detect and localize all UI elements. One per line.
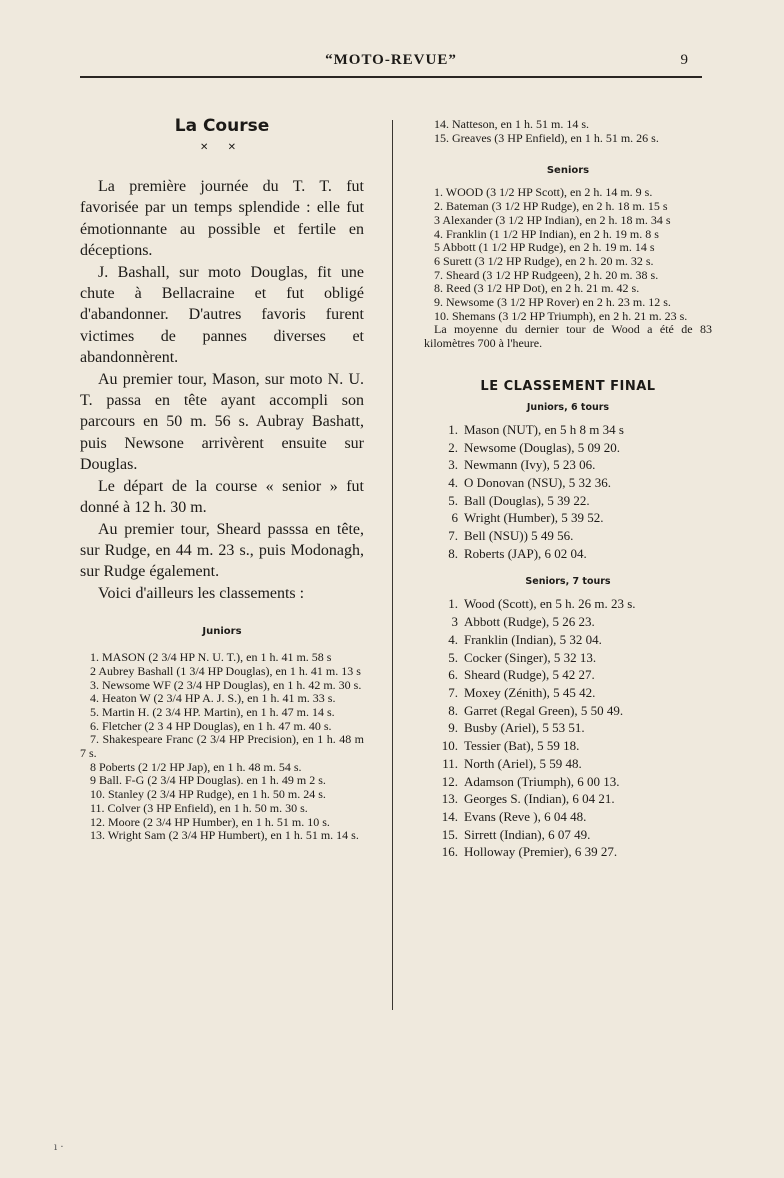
standings-row xyxy=(424,595,712,613)
article-paragraph: Au premier tour, Mason, sur moto N. U. T. passa en tête ayant accompli son parcours en 50 m. 56 s. Aubray Bashatt, puis Newsone arrivèrent ensuite sur Douglas. xyxy=(80,370,364,474)
rank-entry-text: O Donovan (NSU), 5 32 36. xyxy=(464,474,611,490)
rank-number: 14. xyxy=(441,808,458,824)
result-entry: 11. Colver (3 HP Enfield), en 1 h. 50 m. 30 s. xyxy=(90,800,308,815)
rank-entry-text: Garret (Regal Green), 5 50 49. xyxy=(464,702,624,718)
result-entry: 8. Reed (3 1/2 HP Dot), en 2 h. 21 m. 42 s. xyxy=(434,281,640,296)
result-entry: 1. WOOD (3 1/2 HP Scott), en 2 h. 14 m. 9 s. xyxy=(434,185,653,200)
standings-row xyxy=(424,843,712,861)
rank-number: 13. xyxy=(441,791,458,807)
article-paragraph: La première journée du T. T. fut favorisée par un temps splendide : elle fut émotionnante au possible et fertile en déceptions. xyxy=(80,178,364,260)
result-entry: 3 Alexander (3 1/2 HP Indian), en 2 h. 18 m. 34 s xyxy=(434,212,671,227)
rank-number: 16. xyxy=(441,844,458,860)
rank-number: 8. xyxy=(448,702,458,718)
margin-mark: ı · xyxy=(54,1142,64,1153)
final-standings-title: LE CLASSEMENT FINAL xyxy=(480,378,656,394)
result-entry: 9. Newsome (3 1/2 HP Rover) en 2 h. 23 m. 12 s. xyxy=(434,295,671,310)
seniors-standings-heading: Seniors, 7 tours xyxy=(525,576,611,588)
result-entry: 6. Fletcher (2 3 4 HP Douglas), en 1 h. 47 m. 40 s. xyxy=(90,718,332,733)
juniors-results-heading: Juniors xyxy=(202,626,242,638)
standings-row xyxy=(424,474,712,492)
rank-entry-text: Mason (NUT), en 5 h 8 m 34 s xyxy=(464,421,624,437)
juniors-results-continued xyxy=(424,118,712,145)
rank-number: 12. xyxy=(441,773,458,789)
left-column xyxy=(80,116,364,843)
result-entry: 15. Greaves (3 HP Enfield), en 1 h. 51 m. 26 s. xyxy=(434,130,659,145)
rank-number: 6 xyxy=(451,510,458,526)
standings-row xyxy=(424,631,712,649)
rank-number: 11. xyxy=(442,755,458,771)
rank-entry-text: Franklin (Indian), 5 32 04. xyxy=(464,631,602,647)
standings-row xyxy=(424,545,712,563)
rank-number: 3. xyxy=(448,457,458,473)
juniors-standings-list xyxy=(424,421,712,563)
column-divider xyxy=(392,120,393,1010)
rank-entry-text: Ball (Douglas), 5 39 22. xyxy=(464,492,590,508)
rank-number: 1. xyxy=(448,596,458,612)
result-entry: 9 Ball. F-G (2 3/4 HP Douglas). en 1 h. 49 m 2 s. xyxy=(90,773,326,788)
rank-entry-text: Moxey (Zénith), 5 45 42. xyxy=(464,684,596,700)
rank-entry-text: Newmann (Ivy), 5 23 06. xyxy=(464,457,596,473)
standings-row xyxy=(424,492,712,510)
title-ornament: ✕ ✕ xyxy=(200,142,244,153)
rank-number: 8. xyxy=(448,545,458,561)
rank-entry-text: Tessier (Bat), 5 59 18. xyxy=(464,738,580,754)
rank-entry-text: Evans (Reve ), 6 04 48. xyxy=(464,808,587,824)
standings-row xyxy=(424,808,712,826)
article-paragraph: Au premier tour, Sheard passsa en tête, sur Rudge, en 44 m. 23 s., puis Modonagh, sur Rudge également. xyxy=(80,520,364,581)
rank-number: 7. xyxy=(448,684,458,700)
rank-number: 2. xyxy=(448,439,458,455)
rank-number: 5. xyxy=(448,492,458,508)
rank-entry-text: Roberts (JAP), 6 02 04. xyxy=(464,545,587,561)
standings-row xyxy=(424,702,712,720)
article-paragraph: J. Bashall, sur moto Douglas, fit une chute à Bellacraine et fut obligé d'abandonner. D'autres favoris furent victimes de pannes diverses et abandonnèrent. xyxy=(80,263,364,367)
rank-number: 15. xyxy=(441,826,458,842)
average-speed-note: La moyenne du dernier tour de Wood a été de 83 kilomètres 700 à l'heure. xyxy=(424,322,712,351)
rank-number: 4. xyxy=(448,474,458,490)
page-number: 9 xyxy=(680,52,688,68)
standings-row xyxy=(424,790,712,808)
rank-number: 5. xyxy=(448,649,458,665)
rank-entry-text: North (Ariel), 5 59 48. xyxy=(464,755,582,771)
rank-entry-text: Cocker (Singer), 5 32 13. xyxy=(464,649,597,665)
rank-entry-text: Georges S. (Indian), 6 04 21. xyxy=(464,791,615,807)
result-entry: 10. Shemans (3 1/2 HP Triumph), en 2 h. 21 m. 23 s. xyxy=(434,308,688,323)
result-entry: 10. Stanley (2 3/4 HP Rudge), en 1 h. 50 m. 24 s. xyxy=(90,787,326,802)
standings-row xyxy=(424,527,712,545)
standings-row xyxy=(424,421,712,439)
standings-row xyxy=(424,737,712,755)
rank-entry-text: Adamson (Triumph), 6 00 13. xyxy=(464,773,620,789)
rank-entry-text: Abbott (Rudge), 5 26 23. xyxy=(464,614,595,630)
result-entry: 14. Natteson, en 1 h. 51 m. 14 s. xyxy=(434,117,589,131)
rank-entry-text: Wright (Humber), 5 39 52. xyxy=(464,510,604,526)
standings-row xyxy=(424,773,712,791)
standings-row xyxy=(424,666,712,684)
article-paragraph: Le départ de la course « senior » fut donné à 12 h. 30 m. xyxy=(80,477,364,517)
page-header xyxy=(80,52,702,78)
result-entry: 7. Sheard (3 1/2 HP Rudgeen), 2 h. 20 m. 38 s. xyxy=(434,267,659,282)
rank-entry-text: Sheard (Rudge), 5 42 27. xyxy=(464,667,595,683)
result-entry: 13. Wright Sam (2 3/4 HP Humbert), en 1 h. 51 m. 14 s. xyxy=(90,828,359,843)
standings-row xyxy=(424,684,712,702)
article-paragraph: Voici d'ailleurs les classements : xyxy=(98,584,305,602)
standings-row xyxy=(424,509,712,527)
rank-entry-text: Holloway (Premier), 6 39 27. xyxy=(464,844,618,860)
rank-number: 10. xyxy=(441,738,458,754)
result-entry: 7. Shakespeare Franc (2 3/4 HP Precision), en 1 h. 48 m 7 s. xyxy=(80,732,364,761)
rank-number: 3 xyxy=(451,614,458,630)
result-entry: 3. Newsome WF (2 3/4 HP Douglas), en 1 h. 42 m. 30 s. xyxy=(90,677,362,692)
juniors-standings-heading: Juniors, 6 tours xyxy=(526,401,610,413)
result-entry: 1. MASON (2 3/4 HP N. U. T.), en 1 h. 41 m. 58 s xyxy=(90,650,332,665)
rank-number: 4. xyxy=(448,631,458,647)
rank-entry-text: Bell (NSU)) 5 49 56. xyxy=(464,528,574,544)
seniors-results-heading: Seniors xyxy=(546,165,590,177)
right-column xyxy=(424,118,712,861)
seniors-results-list xyxy=(424,186,712,350)
rank-number: 9. xyxy=(448,720,458,736)
result-entry: 5 Abbott (1 1/2 HP Rudge), en 2 h. 19 m. 14 s xyxy=(434,240,655,255)
result-entry: 5. Martin H. (2 3/4 HP. Martin), en 1 h. 47 m. 14 s. xyxy=(90,704,335,719)
result-entry: 6 Surett (3 1/2 HP Rudge), en 2 h. 20 m. 32 s. xyxy=(434,253,654,268)
seniors-standings-list xyxy=(424,595,712,861)
article-body xyxy=(80,176,364,604)
rank-entry-text: Sirrett (Indian), 6 07 49. xyxy=(464,826,591,842)
result-entry: 4. Franklin (1 1/2 HP Indian), en 2 h. 19 m. 8 s xyxy=(434,226,659,241)
standings-row xyxy=(424,439,712,457)
rank-entry-text: Newsome (Douglas), 5 09 20. xyxy=(464,439,620,455)
rank-number: 6. xyxy=(448,667,458,683)
standings-row xyxy=(424,755,712,773)
rank-entry-text: Wood (Scott), en 5 h. 26 m. 23 s. xyxy=(464,596,636,612)
standings-row xyxy=(424,826,712,844)
article-title: La Course xyxy=(174,116,270,136)
rank-number: 1. xyxy=(448,421,458,437)
result-entry: 4. Heaton W (2 3/4 HP A. J. S.), en 1 h. 41 m. 33 s. xyxy=(90,691,336,706)
rank-number: 7. xyxy=(448,528,458,544)
standings-row xyxy=(424,456,712,474)
result-entry: 2 Aubrey Bashall (1 3/4 HP Douglas), en 1 h. 41 m. 13 s xyxy=(90,663,361,678)
juniors-results-list xyxy=(80,651,364,843)
result-entry: 8 Poberts (2 1/2 HP Jap), en 1 h. 48 m. 54 s. xyxy=(90,759,302,774)
standings-row xyxy=(424,613,712,631)
standings-row xyxy=(424,719,712,737)
standings-row xyxy=(424,649,712,667)
rank-entry-text: Busby (Ariel), 5 53 51. xyxy=(464,720,585,736)
result-entry: 12. Moore (2 3/4 HP Humber), en 1 h. 51 m. 10 s. xyxy=(90,814,330,829)
magazine-title: “MOTO-REVUE” xyxy=(325,52,457,68)
result-entry: 2. Bateman (3 1/2 HP Rudge), en 2 h. 18 m. 15 s xyxy=(434,199,668,214)
